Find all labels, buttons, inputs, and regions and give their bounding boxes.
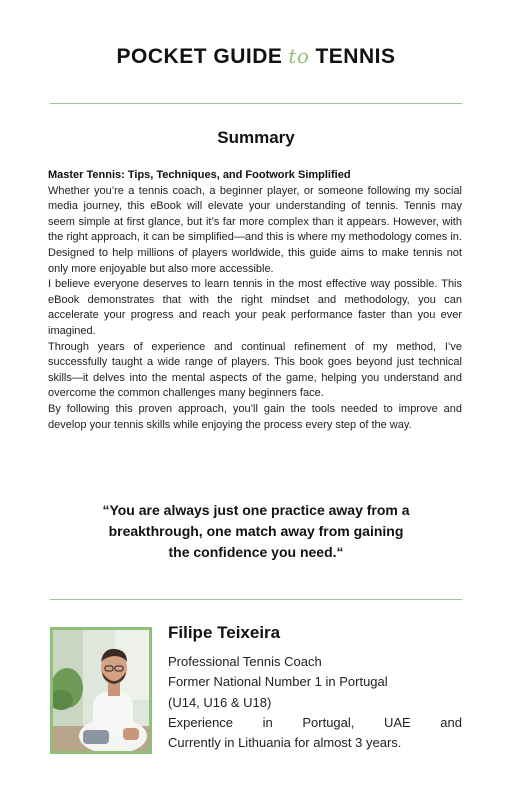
author-achievement-2: (U14, U16 & U18) <box>168 694 272 710</box>
summary-subtitle: Master Tennis: Tips, Techniques, and Footwork Simplified <box>48 169 351 181</box>
title-pocket-guide: POCKET GUIDE <box>116 45 283 68</box>
paragraph-3: Through years of experience and continual refinement of my method, I’ve successfully taught a wide range of players. This book goes beyond just technical skills—it delves into the mental aspects of the game, helping you understand and overcome the common challenges many beginners face. <box>48 340 462 400</box>
paragraph-2: I believe everyone deserves to learn tennis in the most effective way possible. This eBook demonstrates that with the right mindset and methodology, you can accelerate your progress and reach your peak performance faster than you ever imagined. <box>48 278 462 337</box>
pull-quote <box>40 500 472 563</box>
bottom-divider <box>50 599 462 600</box>
quote-line-2: breakthrough, one match away from gaining <box>108 523 404 539</box>
author-achievement-1: Former National Number 1 in Portugal <box>168 674 388 690</box>
summary-body <box>48 168 462 433</box>
book-title <box>0 44 512 69</box>
quote-line-1: “You are always just one practice away from a <box>102 502 410 518</box>
top-divider <box>50 103 462 104</box>
author-experience-1: Experience in Portugal, UAE and <box>168 714 462 730</box>
paragraph-1: Whether you’re a tennis coach, a beginner player, or someone following my social media journey, this eBook will elevate your understanding of tennis. Tennis may seem simple at first glance, but it’s far more complex than it appears. However, with the right approach, it can be simplified—and this is where my methodology comes in. Designed to help millions of players worldwide, this guide aims to make tennis not only more enjoyable but also more accessible. <box>48 184 462 275</box>
author-experience-2: Currently in Lithuania for almost 3 years. <box>168 735 402 751</box>
author-role: Professional Tennis Coach <box>168 654 322 669</box>
author-portrait-image <box>53 630 149 751</box>
section-title: Summary <box>217 128 295 147</box>
author-photo <box>50 627 152 754</box>
author-bio <box>168 623 462 753</box>
author-name: Filipe Teixeira <box>168 623 281 642</box>
title-tennis: TENNIS <box>315 45 396 68</box>
title-connector: to <box>288 44 310 68</box>
paragraph-4: By following this proven approach, you’ll gain the tools needed to improve and develop your tennis skills while enjoying the process every step of the way. <box>48 402 462 431</box>
quote-line-3: the confidence you need.“ <box>168 544 344 560</box>
